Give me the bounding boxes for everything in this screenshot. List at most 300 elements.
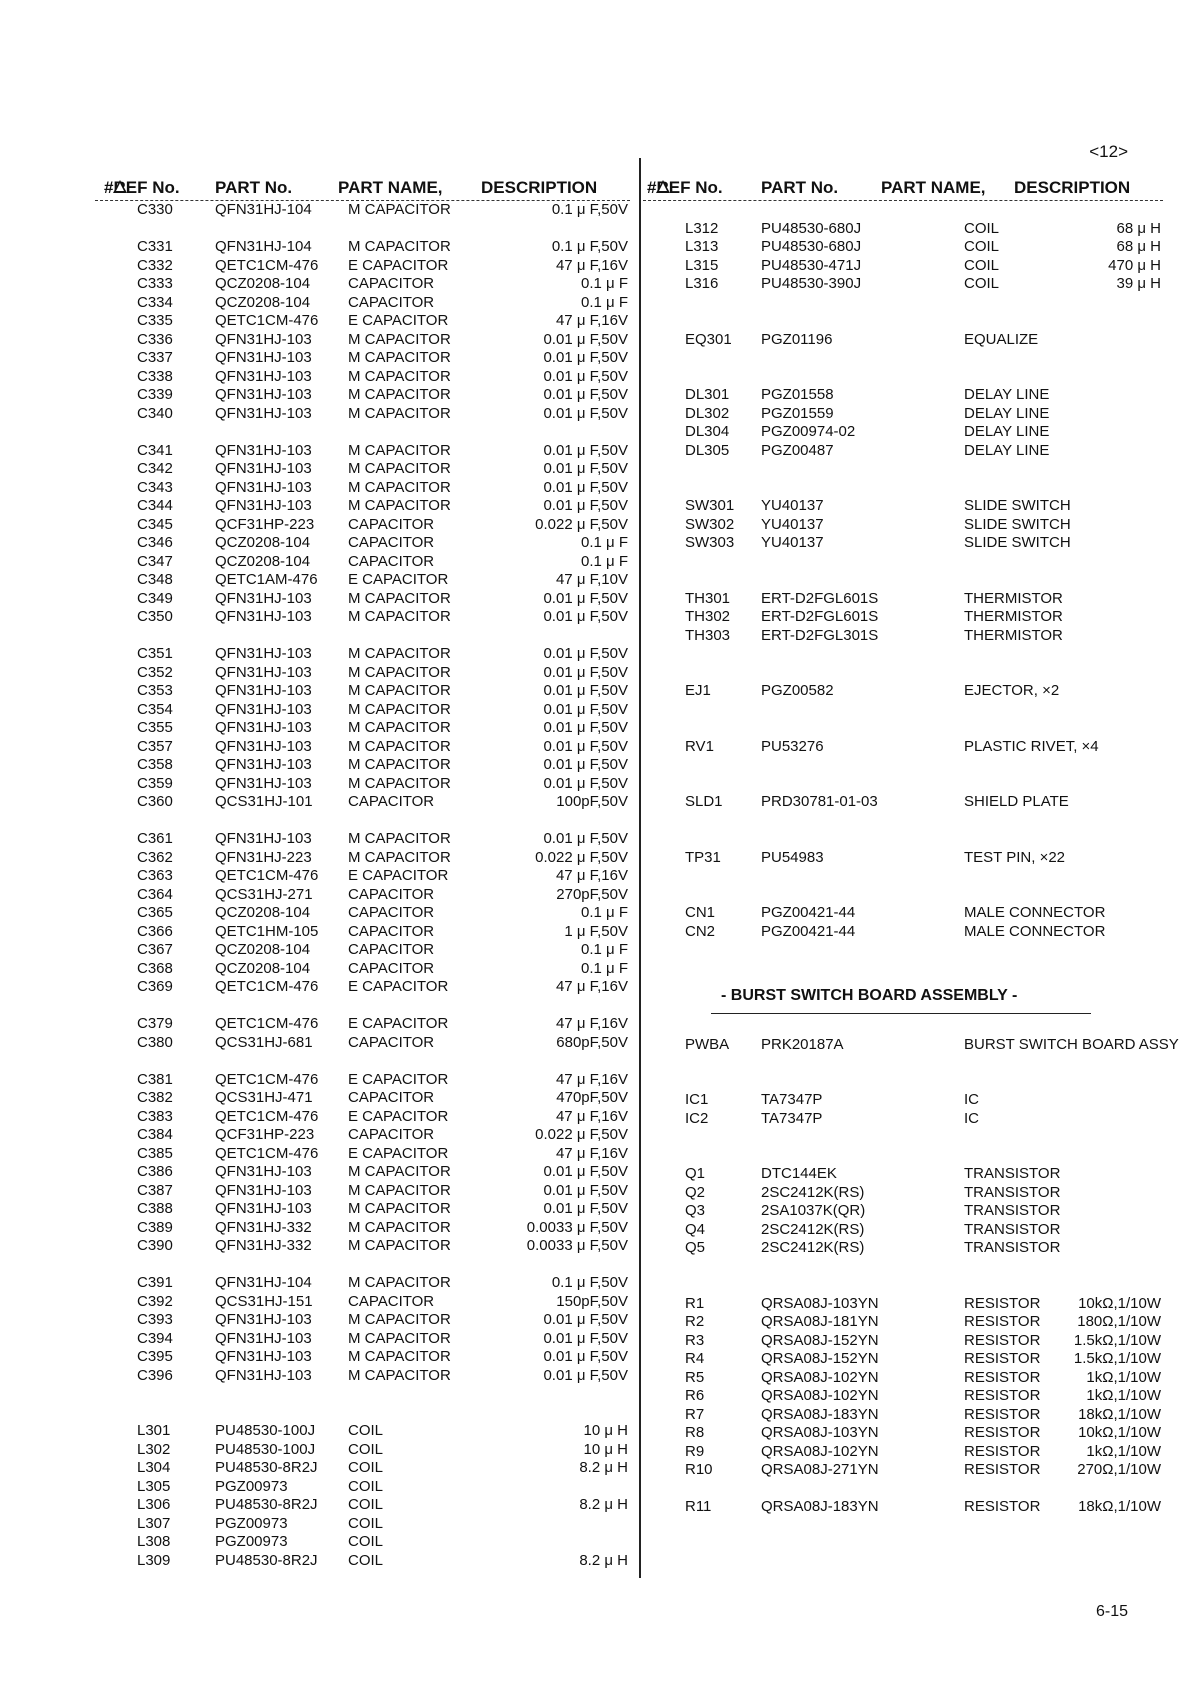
description: 0.01 μ F,50V — [543, 1163, 628, 1180]
part-name: E CAPACITOR — [348, 1070, 449, 1088]
part-no: PU48530-8R2J — [215, 1496, 318, 1513]
part-no: QCF31HP-223 — [215, 515, 315, 533]
part-no: QFN31HJ-103 — [215, 386, 312, 403]
description: 68 μ H — [1116, 238, 1161, 255]
ref-no: L304 — [137, 1459, 171, 1476]
part-name: M CAPACITOR — [348, 1237, 451, 1254]
part-no: DTC144EK — [761, 1165, 837, 1182]
table-row — [643, 1110, 1163, 1129]
table-row — [95, 590, 630, 609]
table-row — [95, 275, 630, 294]
ref-no: C339 — [137, 386, 173, 403]
table-row — [643, 1332, 1163, 1351]
row-spacer — [643, 1147, 1163, 1166]
header-part-no: PART No. — [215, 178, 293, 197]
part-no: QFN31HJ-223 — [215, 848, 312, 866]
ref-no: Q1 — [685, 1165, 706, 1182]
row-spacer — [643, 553, 1163, 572]
table-row — [95, 571, 630, 590]
part-name: M CAPACITOR — [348, 663, 451, 681]
description: 0.1 μ F — [581, 275, 628, 292]
part-name: M CAPACITOR — [348, 700, 451, 718]
table-row — [95, 1367, 630, 1386]
part-name: RESISTOR — [964, 1350, 1041, 1367]
table-row — [95, 1145, 630, 1164]
ref-no: R8 — [685, 1424, 705, 1441]
part-name: RESISTOR — [964, 1424, 1041, 1441]
part-name: MALE CONNECTOR — [964, 904, 1106, 921]
table-row — [643, 1313, 1163, 1332]
part-no: PGZ00487 — [761, 441, 834, 459]
description: 0.022 μ F,50V — [535, 515, 628, 533]
ref-no: EJ1 — [685, 682, 711, 699]
part-no: QCS31HJ-681 — [215, 1033, 313, 1051]
part-no: QFN31HJ-103 — [215, 830, 312, 847]
ref-no: L316 — [685, 275, 719, 292]
table-row — [643, 849, 1163, 868]
table-row — [95, 1108, 630, 1127]
part-name: M CAPACITOR — [348, 1200, 451, 1217]
ref-no: C334 — [137, 293, 173, 311]
table-row — [643, 1498, 1163, 1517]
table-row — [95, 719, 630, 738]
part-no: QETC1CM-476 — [215, 1144, 319, 1162]
ref-no: C381 — [137, 1070, 173, 1088]
part-name: RESISTOR — [964, 1405, 1041, 1423]
table-row — [643, 608, 1163, 627]
row-spacer — [643, 571, 1163, 590]
part-no: QCS31HJ-471 — [215, 1089, 313, 1106]
table-row — [95, 257, 630, 276]
part-name: RESISTOR — [964, 1294, 1041, 1312]
table-row — [643, 1184, 1163, 1203]
part-name: COIL — [348, 1496, 384, 1513]
ref-no: TH303 — [685, 626, 731, 644]
ref-no: TH301 — [685, 589, 731, 607]
part-name: M CAPACITOR — [348, 441, 451, 459]
page-label: <12> — [1089, 142, 1128, 161]
part-no: 2SC2412K(RS) — [761, 1220, 865, 1238]
table-row — [95, 1126, 630, 1145]
description: 180Ω,1/10W — [1077, 1313, 1161, 1330]
part-name: THERMISTOR — [964, 589, 1063, 607]
part-no: QFN31HJ-103 — [215, 663, 312, 681]
ref-no: Q4 — [685, 1220, 706, 1238]
part-name: M CAPACITOR — [348, 1274, 451, 1291]
table-row — [643, 405, 1163, 424]
ref-no: C369 — [137, 978, 173, 995]
part-no: QFN31HJ-104 — [215, 1274, 312, 1291]
header-part-name: PART NAME, — [881, 178, 986, 197]
table-row — [95, 294, 630, 313]
part-name: CAPACITOR — [348, 1292, 435, 1310]
part-name: RESISTOR — [964, 1313, 1041, 1330]
part-name: M CAPACITOR — [348, 1218, 451, 1236]
table-row — [643, 1239, 1163, 1258]
part-no: YU40137 — [761, 497, 824, 514]
part-name: SLIDE SWITCH — [964, 515, 1071, 533]
description: 0.1 μ F — [581, 941, 628, 958]
ref-no: C366 — [137, 922, 173, 940]
part-no: PGZ00974-02 — [761, 423, 856, 440]
ref-no: Q3 — [685, 1202, 706, 1219]
ref-no: L309 — [137, 1551, 171, 1569]
part-no: PGZ00421-44 — [761, 922, 856, 940]
ref-no: C384 — [137, 1126, 173, 1143]
part-name: CAPACITOR — [348, 1033, 435, 1051]
part-name: CAPACITOR — [348, 515, 435, 533]
part-name: RESISTOR — [964, 1331, 1041, 1349]
part-no: QETC1CM-476 — [215, 1070, 319, 1088]
description: 1 μ F,50V — [564, 922, 628, 940]
ref-no: DL301 — [685, 386, 730, 403]
description: 0.1 μ F,50V — [551, 201, 628, 218]
part-no: YU40137 — [761, 515, 824, 533]
part-no: QRSA08J-102YN — [761, 1387, 879, 1404]
table-row — [643, 590, 1163, 609]
header-description: DESCRIPTION — [1014, 178, 1131, 197]
table-row — [95, 312, 630, 331]
description: 47 μ F,16V — [555, 1015, 628, 1032]
part-name: RESISTOR — [964, 1387, 1041, 1404]
description: 47 μ F,16V — [555, 1070, 628, 1088]
table-row — [643, 386, 1163, 405]
description: 18kΩ,1/10W — [1078, 1405, 1161, 1423]
ref-no: L302 — [137, 1440, 171, 1458]
table-row — [95, 1237, 630, 1256]
header-ref-label: REF No. — [656, 178, 723, 197]
part-no: PU54983 — [761, 848, 824, 866]
description: 0.01 μ F,50V — [543, 774, 628, 792]
description: 0.1 μ F — [581, 904, 628, 921]
table-row — [95, 1089, 630, 1108]
ref-no: C380 — [137, 1033, 173, 1051]
ref-no: C341 — [137, 441, 173, 459]
ref-no: IC2 — [685, 1109, 709, 1127]
ref-no: RV1 — [685, 737, 714, 755]
table-row — [95, 1015, 630, 1034]
part-no: QETC1CM-476 — [215, 867, 319, 884]
table-row — [95, 331, 630, 350]
description: 0.01 μ F,50V — [543, 608, 628, 625]
ref-no: C351 — [137, 645, 173, 662]
table-row — [643, 1406, 1163, 1425]
ref-no: R6 — [685, 1387, 705, 1404]
ref-no: C357 — [137, 737, 173, 755]
part-no: QRSA08J-152YN — [761, 1331, 879, 1349]
ref-no: EQ301 — [685, 330, 732, 348]
part-no: QFN31HJ-103 — [215, 1200, 312, 1217]
part-no: PGZ00582 — [761, 682, 834, 699]
part-name: M CAPACITOR — [348, 478, 451, 496]
table-row — [643, 627, 1163, 646]
part-name: TRANSISTOR — [964, 1239, 1061, 1256]
header-description: DESCRIPTION — [481, 178, 598, 197]
part-name: CAPACITOR — [348, 793, 435, 810]
table-row — [95, 1293, 630, 1312]
ref-no: PWBA — [685, 1035, 730, 1053]
part-name: RESISTOR — [964, 1368, 1041, 1386]
description: 1kΩ,1/10W — [1086, 1368, 1161, 1386]
part-name: TRANSISTOR — [964, 1183, 1061, 1201]
ref-no: C394 — [137, 1329, 173, 1347]
description: 680pF,50V — [556, 1033, 628, 1051]
description: 100pF,50V — [556, 793, 628, 810]
part-name: E CAPACITOR — [348, 867, 449, 884]
part-name: M CAPACITOR — [348, 349, 451, 366]
row-spacer — [643, 479, 1163, 498]
parts-list-left — [95, 176, 630, 1570]
part-no: 2SC2412K(RS) — [761, 1183, 865, 1201]
ref-no: C364 — [137, 885, 173, 903]
part-name: DELAY LINE — [964, 386, 1050, 403]
table-row — [95, 682, 630, 701]
table-row — [95, 349, 630, 368]
ref-no: C361 — [137, 830, 173, 847]
part-name: E CAPACITOR — [348, 978, 449, 995]
table-row — [643, 331, 1163, 350]
part-name: M CAPACITOR — [348, 1329, 451, 1347]
ref-no: C359 — [137, 774, 173, 792]
header-ref — [104, 178, 180, 198]
description: 0.01 μ F,50V — [543, 441, 628, 459]
ref-no: DL305 — [685, 441, 730, 459]
part-name: THERMISTOR — [964, 626, 1063, 644]
ref-no: C362 — [137, 848, 173, 866]
part-name: E CAPACITOR — [348, 1144, 449, 1162]
ref-no: C337 — [137, 349, 173, 366]
part-name: SLIDE SWITCH — [964, 534, 1071, 551]
table-row — [95, 479, 630, 498]
description: 0.01 μ F,50V — [543, 1200, 628, 1217]
part-no: QFN31HJ-103 — [215, 645, 312, 662]
part-no: QFN31HJ-103 — [215, 1348, 312, 1365]
part-name: COIL — [964, 219, 1000, 237]
row-spacer — [643, 664, 1163, 683]
part-name: TEST PIN, ×22 — [964, 848, 1066, 866]
ref-no: L313 — [685, 238, 719, 255]
header-ref-prefix: # — [647, 178, 657, 197]
description: 8.2 μ H — [579, 1459, 628, 1476]
part-name: M CAPACITOR — [348, 774, 451, 792]
row-spacer — [643, 294, 1163, 313]
part-no: PGZ00973 — [215, 1533, 288, 1550]
ref-no: SW303 — [685, 534, 735, 551]
table-row — [95, 460, 630, 479]
table-row — [643, 904, 1163, 923]
table-row — [643, 1461, 1163, 1480]
part-name: COIL — [964, 275, 1000, 292]
table-row — [643, 534, 1163, 553]
ref-no: L312 — [685, 219, 719, 237]
table-row — [95, 1459, 630, 1478]
part-no: QFN31HJ-104 — [215, 201, 312, 218]
description: 1kΩ,1/10W — [1086, 1387, 1161, 1404]
ref-no: C368 — [137, 959, 173, 977]
part-no: QFN31HJ-103 — [215, 1311, 312, 1328]
part-name: M CAPACITOR — [348, 682, 451, 699]
part-no: QFN31HJ-103 — [215, 682, 312, 699]
table-row — [643, 516, 1163, 535]
row-spacer — [95, 1256, 630, 1275]
part-name: E CAPACITOR — [348, 1015, 449, 1032]
table-row — [95, 386, 630, 405]
part-no: TA7347P — [761, 1091, 823, 1108]
table-row — [95, 608, 630, 627]
ref-no: SW301 — [685, 497, 735, 514]
part-no: QCZ0208-104 — [215, 941, 311, 958]
row-spacer — [643, 886, 1163, 905]
table-row — [643, 1165, 1163, 1184]
description: 0.1 μ F — [581, 959, 628, 977]
ref-no: C391 — [137, 1274, 173, 1291]
ref-no: C388 — [137, 1200, 173, 1217]
part-name: EQUALIZE — [964, 330, 1039, 348]
ref-no: C355 — [137, 719, 173, 736]
part-name: TRANSISTOR — [964, 1220, 1061, 1238]
part-no: QRSA08J-102YN — [761, 1442, 879, 1460]
ref-no: C385 — [137, 1144, 173, 1162]
parts-rows — [95, 201, 630, 1570]
part-no: QFN31HJ-103 — [215, 774, 312, 792]
part-no: QFN31HJ-103 — [215, 700, 312, 718]
row-spacer — [643, 460, 1163, 479]
part-no: PGZ01559 — [761, 404, 834, 422]
row-spacer — [643, 1276, 1163, 1295]
part-name: COIL — [348, 1514, 384, 1532]
description: 0.01 μ F,50V — [543, 719, 628, 736]
part-no: QFN31HJ-103 — [215, 404, 312, 422]
part-name: M CAPACITOR — [348, 238, 451, 255]
row-spacer — [643, 312, 1163, 331]
part-no: PGZ00973 — [215, 1514, 288, 1532]
table-row — [643, 275, 1163, 294]
ref-no: R5 — [685, 1368, 705, 1386]
part-name: M CAPACITOR — [348, 330, 451, 348]
description: 0.01 μ F,50V — [543, 1348, 628, 1365]
part-no: QRSA08J-183YN — [761, 1498, 879, 1515]
part-no: PU48530-390J — [761, 275, 862, 292]
part-no: QFN31HJ-103 — [215, 497, 312, 514]
part-no: QRSA08J-183YN — [761, 1405, 879, 1423]
table-row — [95, 775, 630, 794]
table-row — [95, 1422, 630, 1441]
ref-no: SLD1 — [685, 793, 723, 810]
table-row — [95, 1515, 630, 1534]
part-name: M CAPACITOR — [348, 756, 451, 773]
table-row — [643, 793, 1163, 812]
table-row — [95, 1274, 630, 1293]
table-row — [95, 886, 630, 905]
ref-no: L307 — [137, 1514, 171, 1532]
description: 47 μ F,16V — [555, 312, 628, 329]
part-name: PLASTIC RIVET, ×4 — [964, 737, 1099, 755]
table-row — [643, 1443, 1163, 1462]
part-name: DELAY LINE — [964, 423, 1050, 440]
part-name: CAPACITOR — [348, 885, 435, 903]
part-no: QFN31HJ-103 — [215, 367, 312, 385]
description: 0.1 μ F,50V — [551, 1274, 628, 1291]
part-no: QFN31HJ-103 — [215, 589, 312, 607]
description: 10 μ H — [583, 1422, 628, 1439]
table-row — [95, 1478, 630, 1497]
part-name: CAPACITOR — [348, 552, 435, 570]
part-no: QETC1CM-476 — [215, 1107, 319, 1125]
part-no: QETC1AM-476 — [215, 571, 318, 588]
ref-no: C353 — [137, 682, 173, 699]
ref-no: C387 — [137, 1181, 173, 1199]
part-no: 2SA1037K(QR) — [761, 1202, 866, 1219]
part-no: QFN31HJ-103 — [215, 478, 312, 496]
table-row — [95, 664, 630, 683]
part-no: QRSA08J-181YN — [761, 1313, 879, 1330]
table-row — [95, 1441, 630, 1460]
table-row — [95, 960, 630, 979]
part-no: QFN31HJ-103 — [215, 608, 312, 625]
table-row — [95, 1219, 630, 1238]
part-no: PRK20187A — [761, 1035, 844, 1053]
part-no: QETC1CM-476 — [215, 312, 319, 329]
table-row — [95, 516, 630, 535]
ref-no: C336 — [137, 330, 173, 348]
description: 47 μ F,16V — [555, 256, 628, 274]
description: 270Ω,1/10W — [1077, 1461, 1161, 1478]
description: 10kΩ,1/10W — [1078, 1424, 1161, 1441]
ref-no: C344 — [137, 497, 173, 514]
table-row — [95, 442, 630, 461]
part-name: M CAPACITOR — [348, 1311, 451, 1328]
part-no: QFN31HJ-103 — [215, 756, 312, 773]
part-name: CAPACITOR — [348, 534, 435, 551]
ref-no: C333 — [137, 275, 173, 292]
part-no: QCZ0208-104 — [215, 293, 311, 311]
description: 0.1 μ F,50V — [551, 238, 628, 255]
part-name: M CAPACITOR — [348, 201, 451, 218]
header-ref-label: REF No. — [113, 178, 180, 197]
part-no: PU48530-680J — [761, 238, 862, 255]
row-spacer — [95, 1052, 630, 1071]
table-row — [643, 1202, 1163, 1221]
description: 0.01 μ F,50V — [543, 478, 628, 496]
description: 0.01 μ F,50V — [543, 645, 628, 662]
description: 0.01 μ F,50V — [543, 1329, 628, 1347]
part-no: ERT-D2FGL601S — [761, 589, 879, 607]
description: 470pF,50V — [556, 1089, 628, 1106]
description: 0.01 μ F,50V — [543, 1181, 628, 1199]
part-name: CAPACITOR — [348, 1089, 435, 1106]
part-name: RESISTOR — [964, 1461, 1041, 1478]
row-spacer — [643, 1258, 1163, 1277]
ref-no: C396 — [137, 1366, 173, 1384]
part-name: M CAPACITOR — [348, 830, 451, 847]
part-no: QETC1HM-105 — [215, 922, 319, 940]
ref-no: C382 — [137, 1089, 173, 1106]
caution-triangle-icon — [656, 180, 670, 193]
table-row — [95, 1071, 630, 1090]
description: 0.0033 μ F,50V — [526, 1237, 628, 1254]
ref-no: C389 — [137, 1218, 173, 1236]
ref-no: C395 — [137, 1348, 173, 1365]
row-spacer — [643, 867, 1163, 886]
part-name: M CAPACITOR — [348, 367, 451, 385]
table-row — [95, 1552, 630, 1571]
ref-no: L305 — [137, 1477, 171, 1495]
ref-no: C331 — [137, 238, 173, 255]
ref-no: C367 — [137, 941, 173, 958]
part-no: PU48530-8R2J — [215, 1459, 318, 1476]
table-row — [643, 497, 1163, 516]
part-no: PGZ01196 — [761, 330, 833, 348]
